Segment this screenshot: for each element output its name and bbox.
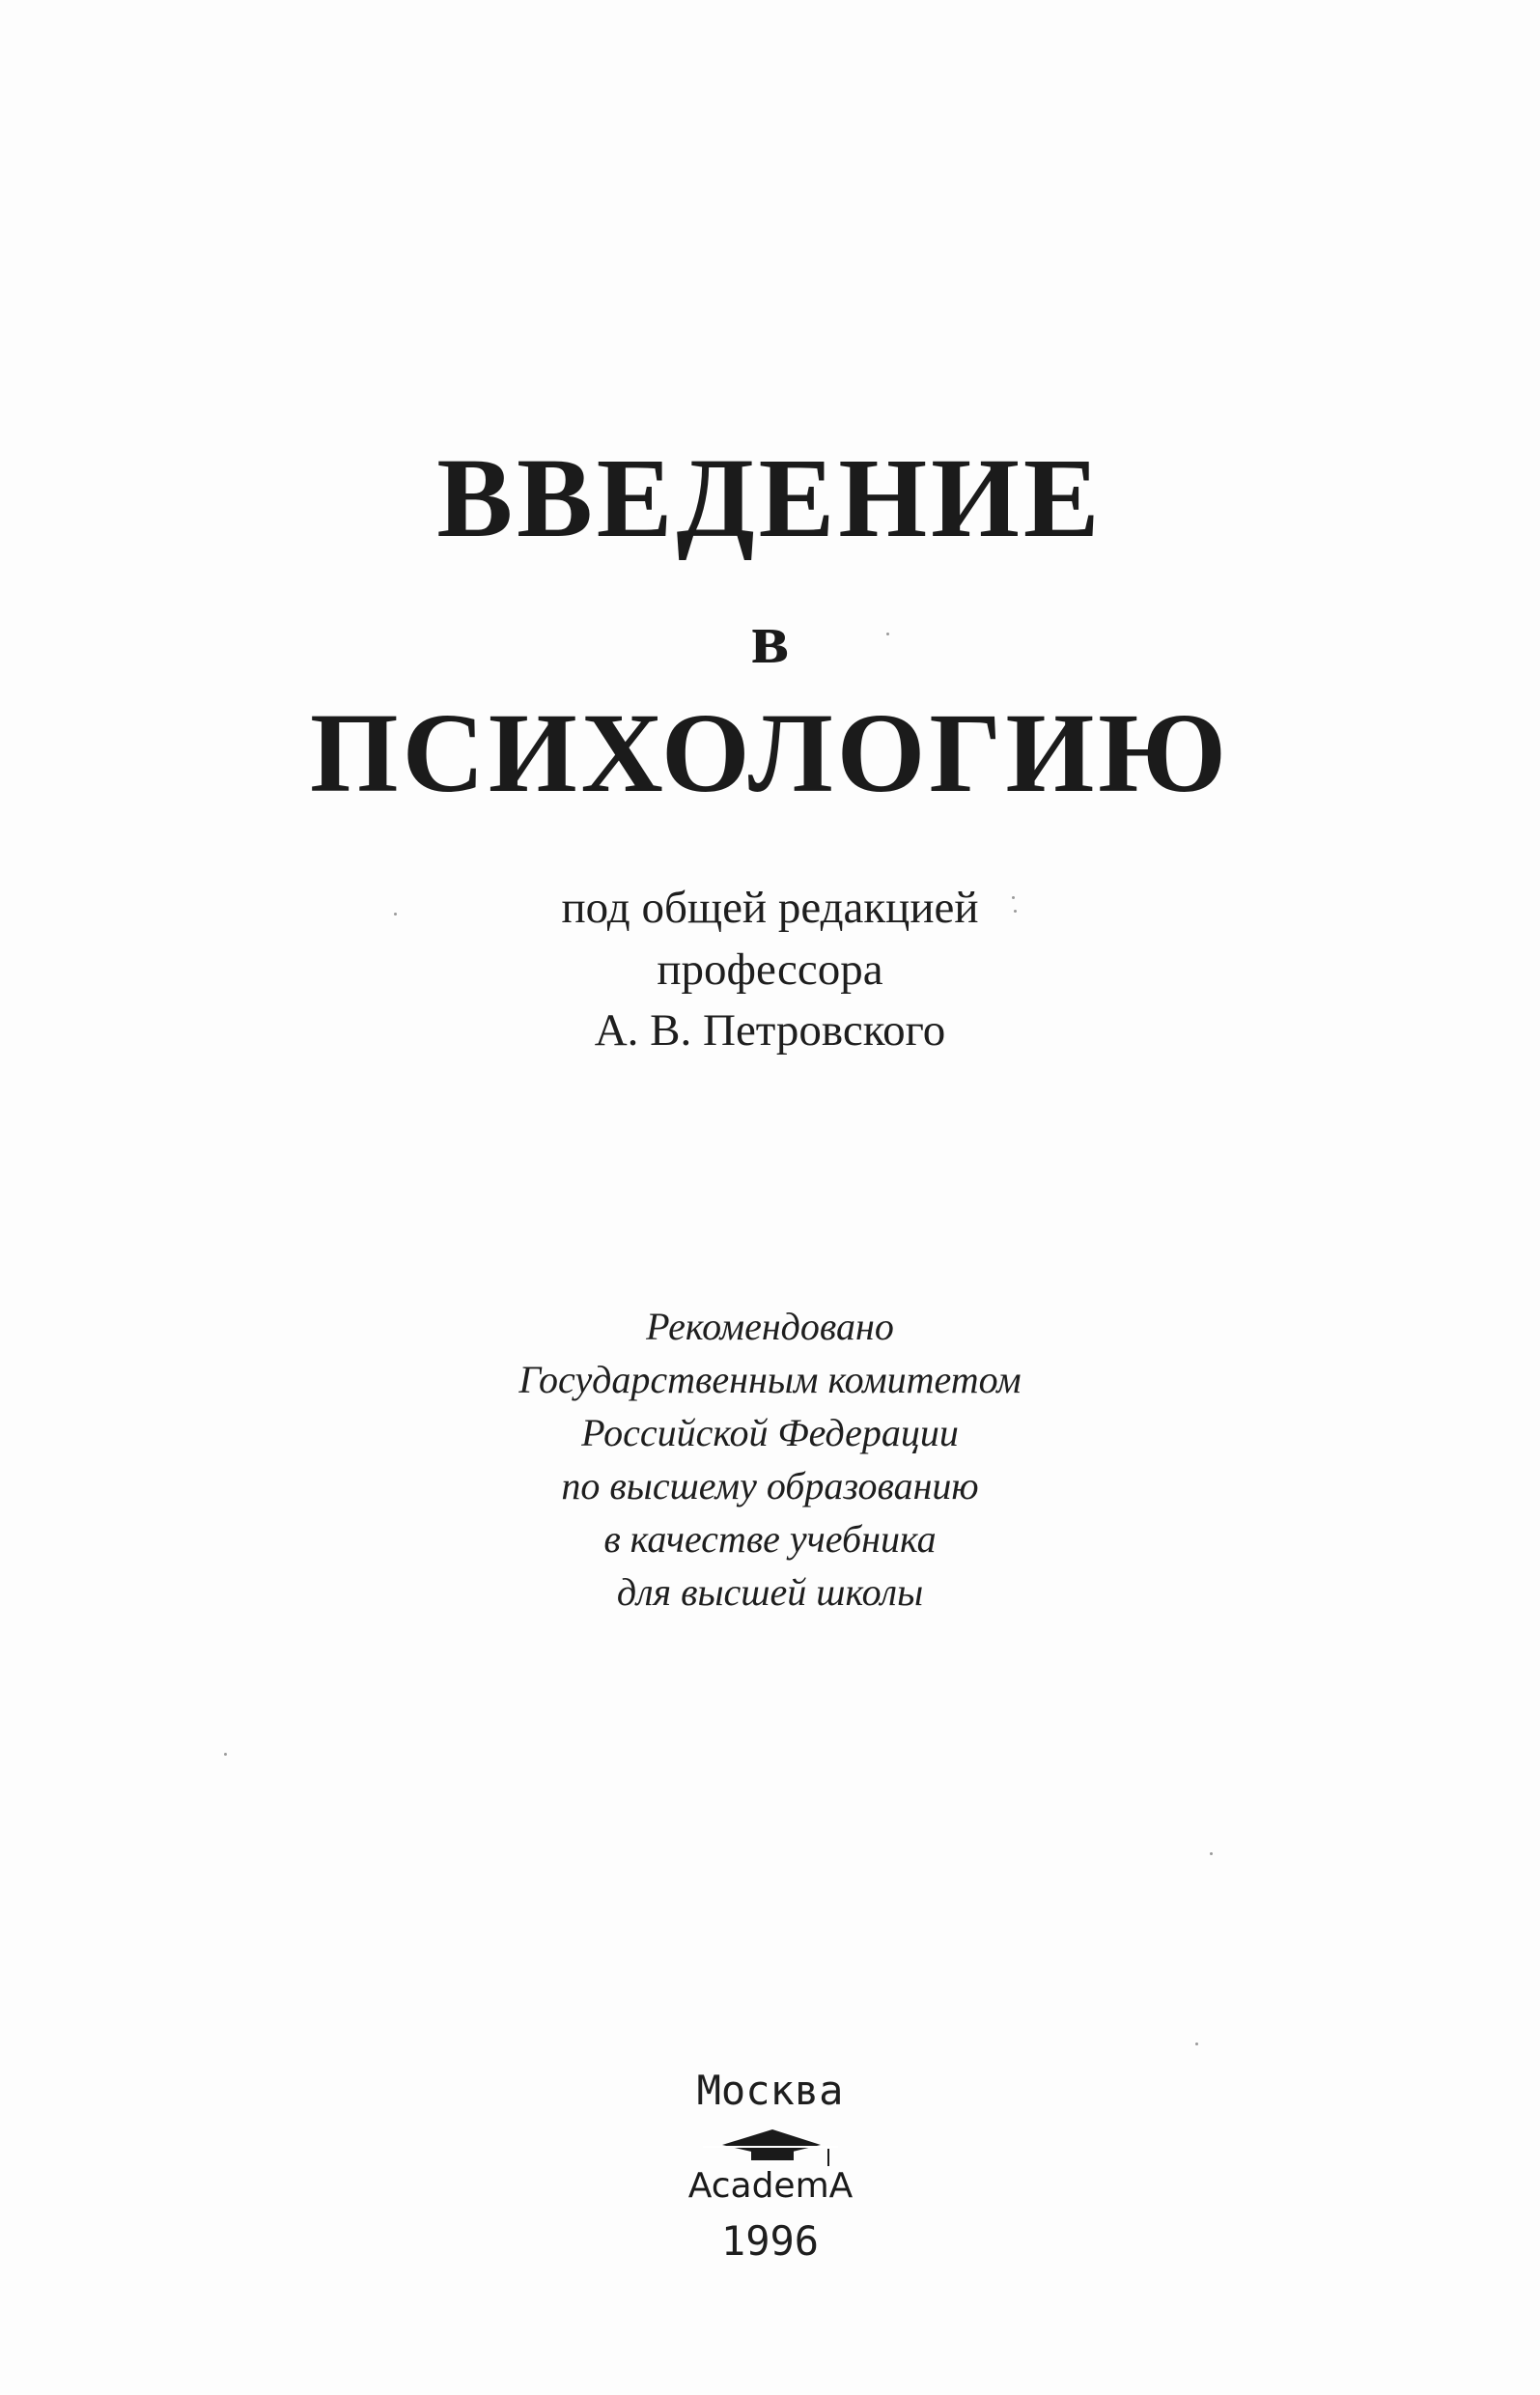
editor-line-2: профессора bbox=[657, 944, 883, 995]
publisher-logo bbox=[684, 2122, 857, 2213]
publisher-city: Москва bbox=[696, 2067, 844, 2114]
scan-speck bbox=[886, 633, 889, 635]
editor-line-3: А. В. Петровского bbox=[594, 1005, 946, 1056]
scan-speck bbox=[1195, 2043, 1198, 2045]
recommendation-line: Российской Федерации bbox=[581, 1411, 959, 1454]
book-title-line-3: ПСИХОЛОГИЮ bbox=[309, 690, 1231, 816]
publication-year: 1996 bbox=[720, 2217, 820, 2265]
book-title-line-2: в bbox=[750, 600, 790, 679]
scan-speck bbox=[1014, 910, 1017, 913]
recommendation-line: для высшей школы bbox=[616, 1570, 924, 1614]
recommendation-line: Рекомендовано bbox=[646, 1305, 894, 1348]
recommendation-line: Государственным комитетом bbox=[518, 1358, 1022, 1401]
publisher-logo-text: AcademA bbox=[687, 2166, 854, 2206]
book-title-line-1: ВВЕДЕНИЕ bbox=[436, 435, 1104, 561]
scan-speck bbox=[1210, 1852, 1213, 1855]
scan-speck bbox=[1012, 896, 1015, 899]
editor-line-1: под общей редакцией bbox=[561, 883, 979, 933]
recommendation-line: по высшему образованию bbox=[561, 1464, 979, 1507]
scan-speck bbox=[394, 913, 397, 916]
mortarboard-icon bbox=[684, 2122, 857, 2168]
recommendation-line: в качестве учебника bbox=[603, 1517, 937, 1561]
scan-speck bbox=[224, 1753, 227, 1756]
